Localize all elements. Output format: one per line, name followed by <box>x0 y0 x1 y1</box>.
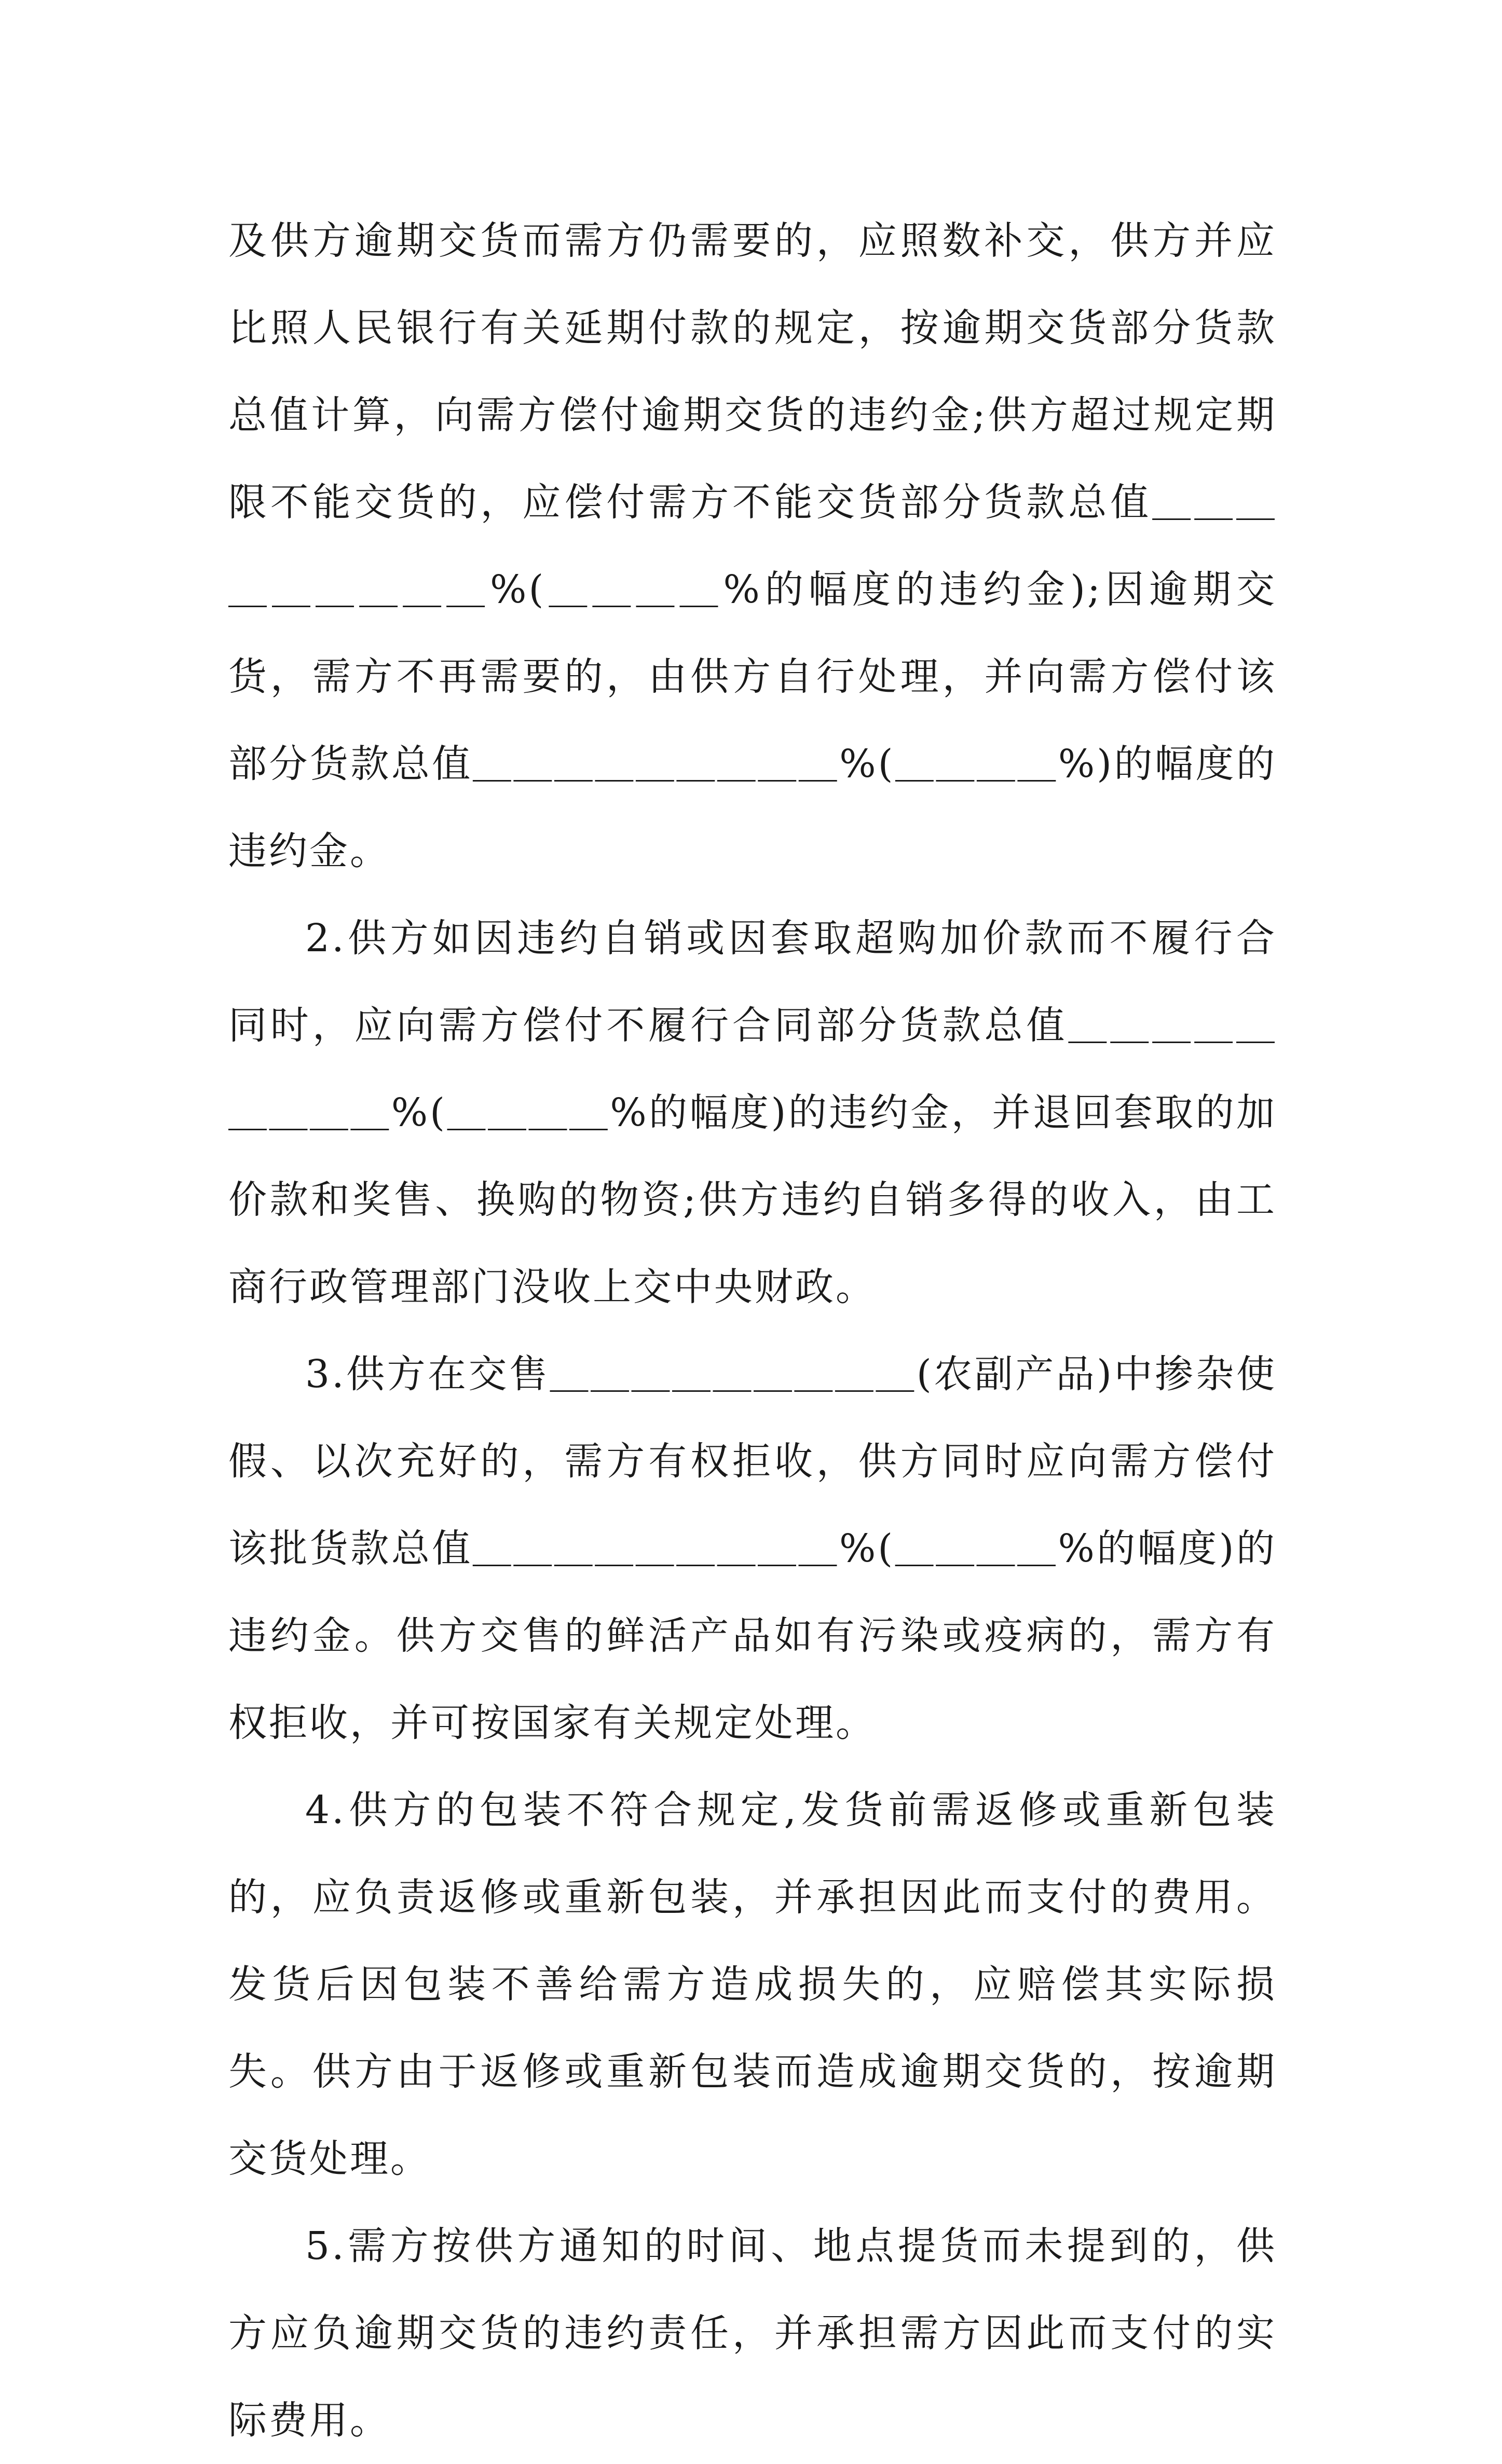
paragraph-clause-2: 2.供方如因违约自销或因套取超购加价款而不履行合同时，应向需方偿付不履行合同部分货款总值＿＿＿＿＿＿＿＿＿%(＿＿＿＿%的幅度)的违约金，并退回套取的加价款和奖售、换购的物资;供方违约自销多得的收入，由工商行政管理部门没收上交中央财政。 <box>228 916 1277 1309</box>
paragraph-clause-4: 4.供方的包装不符合规定,发货前需返修或重新包装的，应负责返修或重新包装，并承担因此而支付的费用。发货后因包装不善给需方造成损失的，应赔偿其实际损失。供方由于返修或重新包装而造成逾期交货的，按逾期交货处理。 <box>228 1788 1277 2181</box>
paragraph-continuation: 及供方逾期交货而需方仍需要的，应照数补交，供方并应比照人民银行有关延期付款的规定，按逾期交货部分货款总值计算，向需方偿付逾期交货的违约金;供方超过规定期限不能交货的，应偿付需方不能交货部分货款总值＿＿＿＿＿＿＿＿＿%(＿＿＿＿%的幅度的违约金);因逾期交货，需方不再需要的，由供方自行处理，并向需方偿付该部分货款总值＿＿＿＿＿＿＿＿＿%(＿＿＿＿%)的幅度的违约金。 <box>228 218 1277 873</box>
paragraph-clause-3: 3.供方在交售＿＿＿＿＿＿＿＿＿(农副产品)中掺杂使假、以次充好的，需方有权拒收，供方同时应向需方偿付该批货款总值＿＿＿＿＿＿＿＿＿%(＿＿＿＿%的幅度)的违约金。供方交售的鲜活产品如有污染或疫病的，需方有权拒收，并可按国家有关规定处理。 <box>228 1352 1277 1745</box>
paragraph-clause-5: 5.需方按供方通知的时间、地点提货而未提到的，供方应负逾期交货的违约责任，并承担需方因此而支付的实际费用。 <box>228 2224 1277 2443</box>
